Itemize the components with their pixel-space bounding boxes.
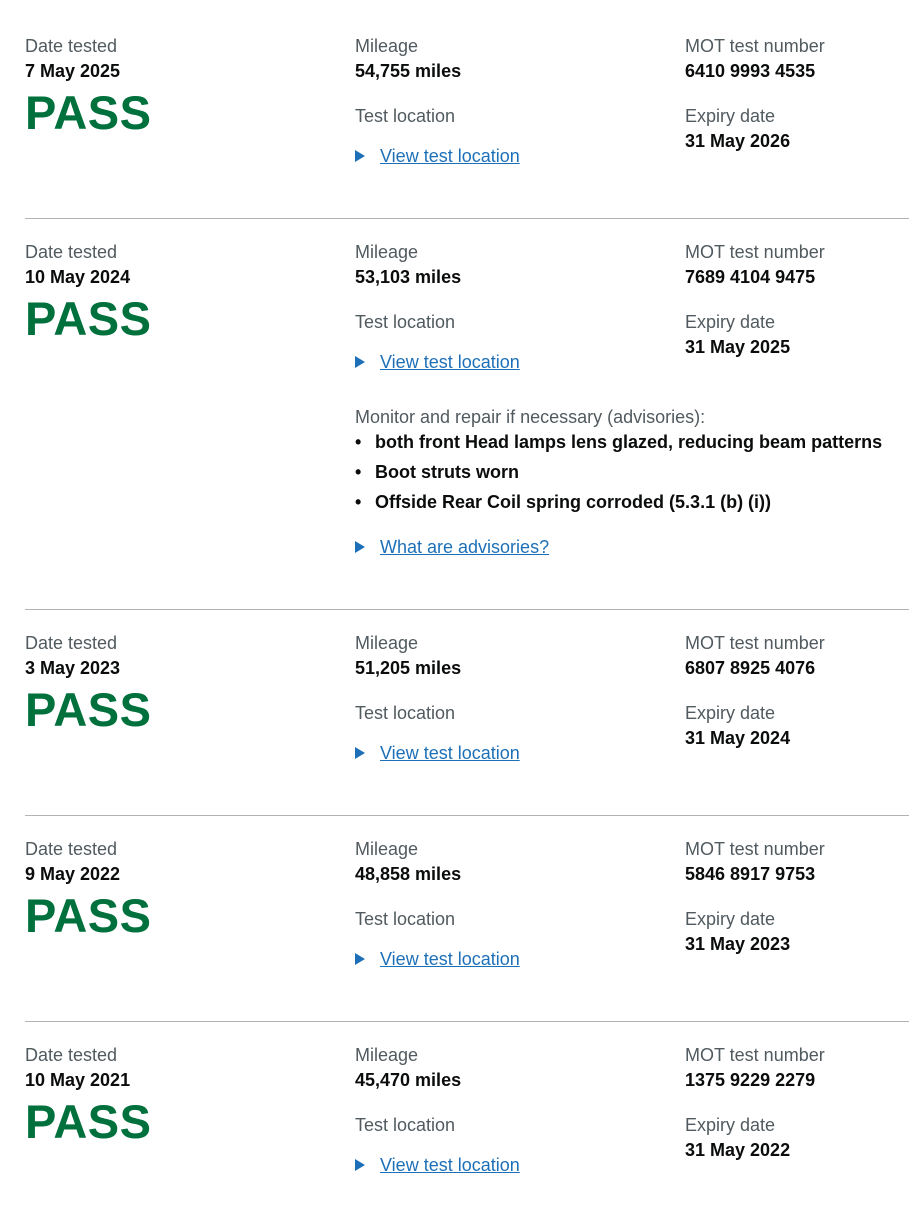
mot-test-number-label: MOT test number bbox=[685, 633, 825, 653]
advisory-item: • both front Head lamps lens glazed, reducing beam patterns bbox=[355, 432, 883, 452]
mileage-label: Mileage bbox=[355, 242, 419, 262]
expiry-date-label: Expiry date bbox=[685, 312, 776, 332]
date-tested-value: 3 May 2023 bbox=[25, 658, 121, 678]
expiry-date-value: 31 May 2024 bbox=[685, 728, 791, 748]
date-tested-value: 10 May 2021 bbox=[25, 1070, 131, 1090]
mot-test-number-label: MOT test number bbox=[685, 839, 825, 859]
date-tested-label: Date tested bbox=[25, 36, 118, 56]
record-divider bbox=[25, 609, 909, 610]
mot-test-number-label: MOT test number bbox=[685, 1045, 825, 1065]
mileage-value: 51,205 miles bbox=[355, 658, 462, 678]
view-test-location-toggle[interactable] bbox=[355, 949, 520, 969]
mileage-value: 53,103 miles bbox=[355, 267, 462, 287]
advisory-item: • Offside Rear Coil spring corroded (5.3.1 (b) (i)) bbox=[355, 492, 772, 512]
expiry-date-label: Expiry date bbox=[685, 703, 776, 723]
view-test-location-link[interactable]: View test location bbox=[380, 146, 520, 166]
expiry-date-label: Expiry date bbox=[685, 909, 776, 929]
expiry-date-value: 31 May 2025 bbox=[685, 337, 791, 357]
mileage-value: 45,470 miles bbox=[355, 1070, 462, 1090]
test-result: PASS bbox=[25, 683, 152, 736]
view-test-location-toggle[interactable] bbox=[355, 146, 520, 166]
test-location-label: Test location bbox=[355, 703, 456, 723]
mileage-label: Mileage bbox=[355, 36, 419, 56]
view-test-location-toggle[interactable] bbox=[355, 743, 520, 763]
view-test-location-toggle[interactable] bbox=[355, 1155, 520, 1175]
expiry-date-label: Expiry date bbox=[685, 1115, 776, 1135]
mot-test-number-value: 6410 9993 4535 bbox=[685, 61, 816, 81]
test-result: PASS bbox=[25, 889, 152, 942]
view-test-location-link[interactable]: View test location bbox=[380, 352, 520, 372]
mot-test-number-value: 5846 8917 9753 bbox=[685, 864, 816, 884]
view-test-location-link[interactable]: View test location bbox=[380, 1155, 520, 1175]
date-tested-value: 9 May 2022 bbox=[25, 864, 121, 884]
mot-test-number-value: 1375 9229 2279 bbox=[685, 1070, 816, 1090]
mot-test-number-label: MOT test number bbox=[685, 242, 825, 262]
expand-triangle-icon bbox=[355, 747, 365, 759]
view-test-location-toggle[interactable] bbox=[355, 352, 520, 372]
test-location-label: Test location bbox=[355, 312, 456, 332]
advisory-item: • Boot struts worn bbox=[355, 462, 519, 482]
what-are-advisories-link[interactable]: What are advisories? bbox=[380, 537, 550, 557]
test-location-label: Test location bbox=[355, 909, 456, 929]
expand-triangle-icon bbox=[355, 1159, 365, 1171]
expand-triangle-icon bbox=[355, 953, 365, 965]
date-tested-value: 7 May 2025 bbox=[25, 61, 121, 81]
view-test-location-link[interactable]: View test location bbox=[380, 949, 520, 969]
test-result: PASS bbox=[25, 292, 152, 345]
expand-triangle-icon bbox=[355, 541, 365, 553]
expand-triangle-icon bbox=[355, 356, 365, 368]
expiry-date-label: Expiry date bbox=[685, 106, 776, 126]
date-tested-label: Date tested bbox=[25, 633, 118, 653]
record-divider bbox=[25, 1021, 909, 1022]
date-tested-label: Date tested bbox=[25, 242, 118, 262]
date-tested-label: Date tested bbox=[25, 839, 118, 859]
date-tested-value: 10 May 2024 bbox=[25, 267, 131, 287]
mileage-value: 54,755 miles bbox=[355, 61, 462, 81]
mot-test-number-value: 6807 8925 4076 bbox=[685, 658, 816, 678]
mot-test-number-value: 7689 4104 9475 bbox=[685, 267, 816, 287]
expand-triangle-icon bbox=[355, 150, 365, 162]
advisories-heading: Monitor and repair if necessary (advisories): bbox=[355, 407, 706, 427]
expiry-date-value: 31 May 2026 bbox=[685, 131, 791, 151]
record-divider bbox=[25, 815, 909, 816]
date-tested-label: Date tested bbox=[25, 1045, 118, 1065]
expiry-date-value: 31 May 2023 bbox=[685, 934, 791, 954]
mileage-label: Mileage bbox=[355, 1045, 419, 1065]
expiry-date-value: 31 May 2022 bbox=[685, 1140, 791, 1160]
record-divider bbox=[25, 218, 909, 219]
what-are-advisories-toggle[interactable] bbox=[355, 537, 549, 557]
test-result: PASS bbox=[25, 86, 152, 139]
test-location-label: Test location bbox=[355, 1115, 456, 1135]
mileage-value: 48,858 miles bbox=[355, 864, 462, 884]
mot-test-number-label: MOT test number bbox=[685, 36, 825, 56]
advisories-list bbox=[355, 432, 882, 522]
mileage-label: Mileage bbox=[355, 839, 419, 859]
test-location-label: Test location bbox=[355, 106, 456, 126]
view-test-location-link[interactable]: View test location bbox=[380, 743, 520, 763]
mileage-label: Mileage bbox=[355, 633, 419, 653]
test-result: PASS bbox=[25, 1095, 152, 1148]
